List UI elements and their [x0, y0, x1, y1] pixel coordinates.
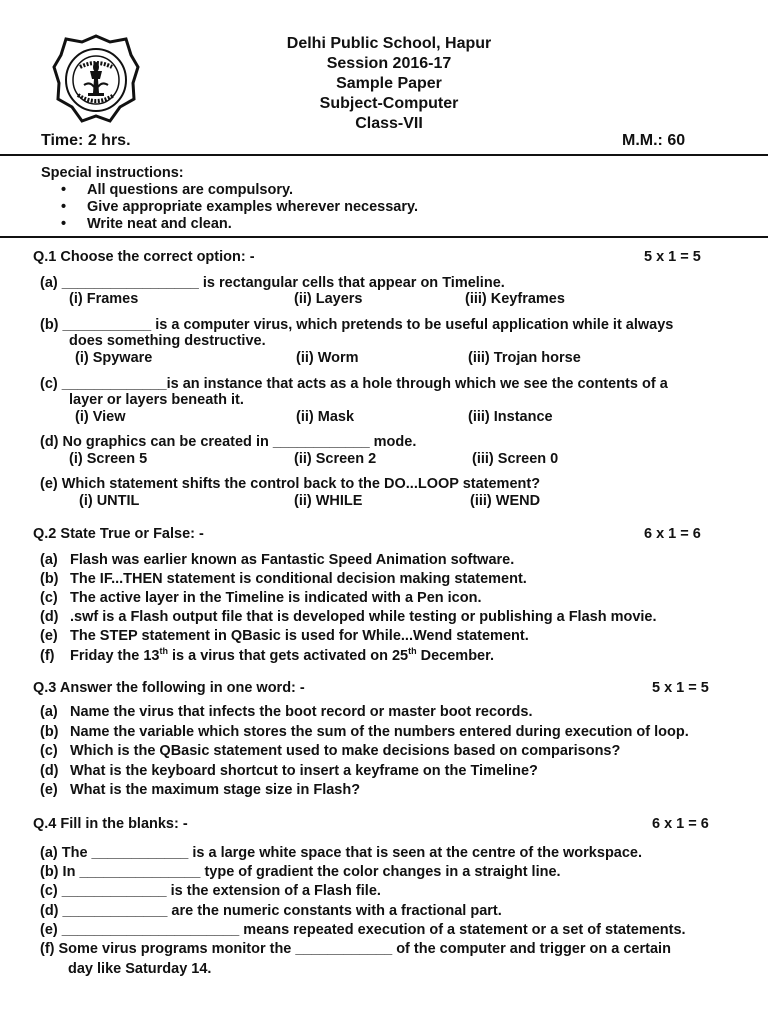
q2-item-d: (d) .swf is a Flash output file that is developed while testing or publishing a Flash movie.: [40, 609, 657, 625]
q2-item-f: (f) Friday the 13th is a virus that gets activated on 25th December.: [40, 646, 494, 664]
q2-title: Q.2 State True or False: -: [33, 526, 204, 542]
paper-header: [0, 34, 768, 134]
q1-e-option-2: (ii) WHILE: [294, 493, 363, 509]
q4-item-d: (d) _____________ are the numeric constants with a fractional part.: [40, 903, 502, 919]
instruction-item: • Write neat and clean.: [61, 216, 418, 233]
school-name: Delhi Public School, Hapur: [286, 35, 492, 52]
q1-d-option-1: (i) Screen 5: [69, 451, 148, 467]
session: Session 2016-17: [326, 55, 452, 72]
paper-type: Sample Paper: [336, 75, 442, 92]
q1-a-option-3: (iii) Keyframes: [465, 291, 565, 307]
q4-item-f-cont: day like Saturday 14.: [68, 961, 212, 977]
instructions-divider: [0, 236, 768, 238]
q4-item-c: (c) _____________ is the extension of a Flash file.: [40, 883, 381, 899]
q1-title: Q.1 Choose the correct option: -: [33, 249, 255, 265]
q1-d-text: (d) No graphics can be created in ____________ mode.: [40, 434, 417, 450]
q2-marks: 6 x 1 = 6: [644, 526, 701, 542]
q2-item-e: (e) The STEP statement in QBasic is used for While...Wend statement.: [40, 628, 529, 644]
q3-item-d: (d) What is the keyboard shortcut to insert a keyframe on the Timeline?: [40, 763, 538, 779]
q3-item-e: (e) What is the maximum stage size in Flash?: [40, 782, 361, 798]
q1-c-text-cont: layer or layers beneath it.: [69, 392, 244, 408]
q1-b-text: (b) ___________ is a computer virus, which pretends to be useful application while it always: [40, 317, 674, 333]
q2-item-c: (c) The active layer in the Timeline is indicated with a Pen icon.: [40, 590, 482, 606]
class-name: Class-VII: [355, 115, 423, 132]
q1-a-option-1: (i) Frames: [69, 291, 139, 307]
instructions-title: Special instructions:: [41, 165, 184, 181]
time-allowed: Time: 2 hrs.: [41, 132, 131, 149]
q1-e-option-1: (i) UNTIL: [79, 493, 140, 509]
q1-c-option-2: (ii) Mask: [296, 409, 355, 425]
q1-e-option-3: (iii) WEND: [470, 493, 541, 509]
q1-d-option-2: (ii) Screen 2: [294, 451, 377, 467]
q1-c-option-3: (iii) Instance: [468, 409, 553, 425]
q4-item-f: (f) Some virus programs monitor the ____________ of the computer and trigger on a certain: [40, 941, 671, 957]
q1-d-option-3: (iii) Screen 0: [472, 451, 559, 467]
q1-marks: 5 x 1 = 5: [644, 249, 701, 265]
q3-item-c: (c) Which is the QBasic statement used to make decisions based on comparisons?: [40, 743, 621, 759]
q4-item-e: (e) ______________________ means repeated execution of a statement or a set of statements.: [40, 922, 686, 938]
q1-c-text: (c) _____________is an instance that acts as a hole through which we see the contents of a: [40, 376, 668, 392]
instructions-list: [41, 182, 418, 233]
q3-item-a: (a) Name the virus that infects the boot record or master boot records.: [40, 704, 533, 720]
q1-a-option-2: (ii) Layers: [294, 291, 363, 307]
q1-b-option-2: (ii) Worm: [296, 350, 359, 366]
q2-item-a: (a) Flash was earlier known as Fantastic Speed Animation software.: [40, 552, 515, 568]
q1-b-text-cont: does something destructive.: [69, 333, 266, 349]
q1-b-option-3: (iii) Trojan horse: [468, 350, 581, 366]
q3-title: Q.3 Answer the following in one word: -: [33, 680, 305, 696]
q1-e-text: (e) Which statement shifts the control back to the DO...LOOP statement?: [40, 476, 541, 492]
q3-item-b: (b) Name the variable which stores the sum of the numbers entered during execution of loop.: [40, 724, 689, 740]
q4-item-a: (a) The ____________ is a large white space that is seen at the centre of the workspace.: [40, 845, 643, 861]
instruction-item: • Give appropriate examples wherever necessary.: [61, 199, 418, 216]
q2-item-b: (b) The IF...THEN statement is conditional decision making statement.: [40, 571, 527, 587]
instruction-item: • All questions are compulsory.: [61, 182, 418, 199]
q3-marks: 5 x 1 = 5: [652, 680, 709, 696]
q4-title: Q.4 Fill in the blanks: -: [33, 816, 188, 832]
special-instructions: [41, 165, 418, 233]
q1-b-option-1: (i) Spyware: [75, 350, 153, 366]
header-divider: [0, 154, 768, 156]
max-marks: M.M.: 60: [622, 132, 686, 149]
q1-c-option-1: (i) View: [75, 409, 126, 425]
q4-item-b: (b) In _______________ type of gradient the color changes in a straight line.: [40, 864, 561, 880]
q1-a-text: (a) _________________ is rectangular cells that appear on Timeline.: [40, 275, 505, 291]
subject: Subject-Computer: [319, 95, 459, 112]
q4-marks: 6 x 1 = 6: [652, 816, 709, 832]
